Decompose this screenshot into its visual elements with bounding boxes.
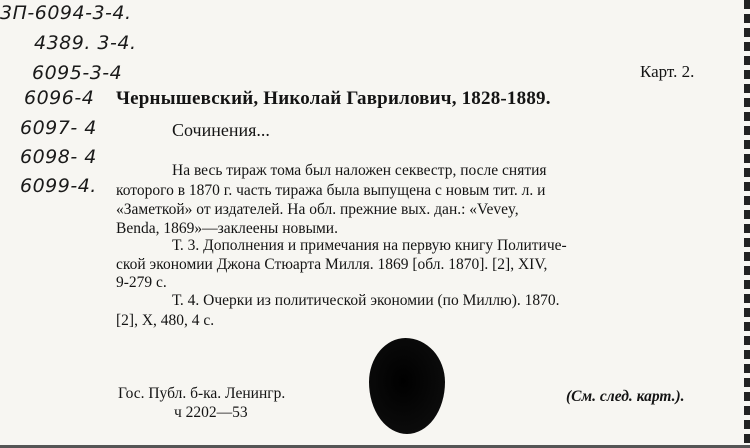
- body-line-7: 9-279 с.: [116, 274, 167, 291]
- handwritten-shelfmark-1: 3П-6094-3-4.: [0, 2, 132, 24]
- stamp-code: ч 2202—53: [174, 404, 248, 421]
- body-line-5: Т. 3. Дополнения и примечания на первую книгу Политиче-: [172, 237, 567, 254]
- body-line-8: Т. 4. Очерки из политической экономии (по Миллю). 1870.: [172, 292, 560, 309]
- handwritten-shelfmark-7: 6099-4.: [20, 175, 97, 197]
- body-line-9: [2], X, 480, 4 с.: [116, 312, 215, 329]
- continuation-note: (См. след. карт.).: [566, 388, 685, 405]
- body-line-2: которого в 1870 г. часть тиража была выпущена с новым тит. л. и: [116, 182, 546, 199]
- body-line-6: ской экономии Джона Стюарта Милля. 1869 [обл. 1870]. [2], XIV,: [116, 256, 548, 273]
- work-title: Сочинения...: [172, 120, 270, 140]
- body-line-3: «Заметкой» от издателей. На обл. прежние вых. дан.: «Vevey,: [116, 201, 519, 218]
- card-right-edge: [744, 0, 750, 448]
- body-line-4: Benda, 1869»—заклеены новыми.: [116, 220, 338, 237]
- handwritten-shelfmark-2: 4389. 3-4.: [34, 32, 137, 54]
- ink-blot: [369, 338, 445, 434]
- handwritten-shelfmark-3: 6095-3-4: [32, 62, 123, 84]
- handwritten-shelfmark-4: 6096-4: [24, 87, 95, 109]
- body-line-1: На весь тираж тома был наложен секвестр, после снятия: [172, 162, 547, 179]
- handwritten-shelfmark-5: 6097- 4: [20, 117, 97, 139]
- card-number: Карт. 2.: [640, 62, 695, 81]
- library-stamp: Гос. Публ. б-ка. Ленингр.: [118, 385, 286, 402]
- author-heading: Чернышевский, Николай Гаврилович, 1828-1889.: [116, 88, 551, 109]
- handwritten-shelfmark-6: 6098- 4: [20, 146, 97, 168]
